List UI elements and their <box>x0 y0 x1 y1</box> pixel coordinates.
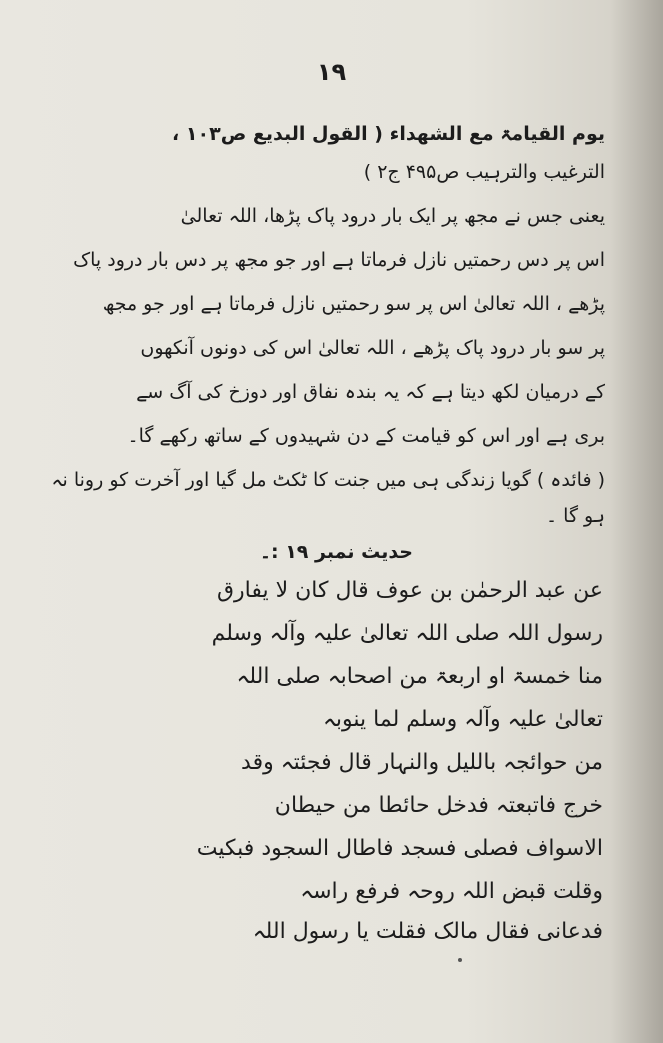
urdu-text-line: پڑھے ، اللہ تعالیٰ اس پر سو رحمتیں نازل فرماتا ہے اور جو مجھ <box>102 293 605 315</box>
ink-dot <box>458 958 462 962</box>
hadith-text-line: منا خمسۃ او اربعۃ من اصحابہ صلی اللہ <box>236 664 603 689</box>
hadith-text-line: عن عبد الرحمٰن بن عوف قال کان لا یفارق <box>216 578 603 603</box>
urdu-text-line: بری ہے اور اس کو قیامت کے دن شہیدوں کے ساتھ رکھے گا۔ <box>127 425 605 447</box>
hadith-text-line: من حوائجہ باللیل والنہار قال فجئتہ وقد <box>241 750 603 775</box>
hadith-text-line: رسول اللہ صلی اللہ تعالیٰ علیہ وآلہ وسلم <box>211 621 603 646</box>
benefit-note-line: ( فائدہ ) گویا زندگی ہی میں جنت کا ٹکٹ مل گیا اور آخرت کو رونا نہ <box>51 469 605 491</box>
hadith-heading: حدیث نمبر ۱۹ :۔ <box>259 541 413 563</box>
reference-line-2: الترغیب والترہیب ص۴۹۵ ج۲ ) <box>363 161 605 183</box>
reference-line-1: یوم القیامۃ مع الشھداء ( القول البدیع ص۱۰۳ ، <box>172 123 605 145</box>
urdu-text-line: یعنی جس نے مجھ پر ایک بار درود پاک پڑھا، اللہ تعالیٰ <box>180 205 605 227</box>
hadith-text-line: تعالیٰ علیہ وآلہ وسلم لما ینوبہ <box>323 707 603 732</box>
urdu-text-line: پر سو بار درود پاک پڑھے ، اللہ تعالیٰ اس کی دونوں آنکھوں <box>140 337 605 359</box>
hadith-text-line: وقلت قبض اللہ روحہ فرفع راسہ <box>300 879 603 904</box>
hadith-text-line: خرج فاتبعتہ فدخل حائطا من حیطان <box>274 793 603 818</box>
hadith-text-line: الاسواف فصلی فسجد فاطال السجود فبکیت <box>196 836 603 861</box>
hadith-text-line: فدعانی فقال مالک فقلت یا رسول اللہ <box>252 919 603 944</box>
urdu-text-line: اس پر دس رحمتیں نازل فرماتا ہے اور جو مجھ پر دس بار درود پاک <box>73 249 605 271</box>
benefit-note-line: ہو گا ۔ <box>546 505 605 527</box>
page-number: ۱۹ <box>316 58 347 86</box>
urdu-text-line: کے درمیان لکھ دیتا ہے کہ یہ بندہ نفاق اور دوزخ کی آگ سے <box>136 381 605 403</box>
